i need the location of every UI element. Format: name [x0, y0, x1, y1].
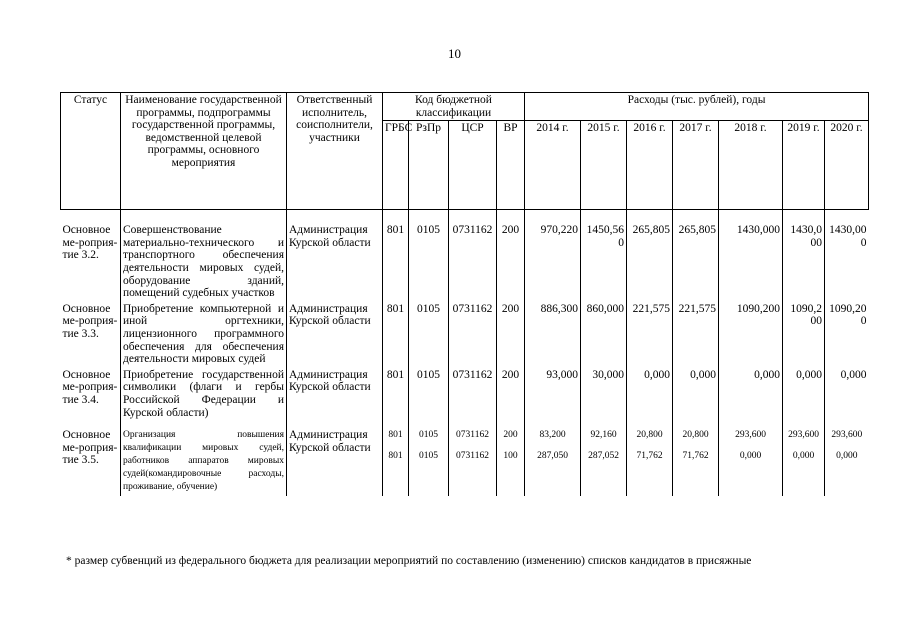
line-1-2018: 293,600 [735, 430, 766, 441]
row-rzpr: 0105 [409, 368, 449, 421]
row-vr: 200 [497, 368, 525, 421]
row-2017: 0,000 [673, 368, 719, 421]
row-executor: Администрация Курской области [287, 368, 383, 421]
row-name: Приобретение компьютерной и иной оргтехники, лицензионного программного обеспечения для обеспечения деятельности мировых судей [121, 302, 287, 368]
line-2-2017: 71,762 [682, 451, 709, 462]
row-2014: 93,000 [525, 368, 581, 421]
row-2014: 886,300 [525, 302, 581, 368]
row-csr: 0731162 [449, 368, 497, 421]
line-2-grbs: 801 [388, 451, 403, 462]
row-executor: Администрация Курской области [287, 302, 383, 368]
line-1-2020: 293,600 [831, 430, 863, 441]
row-2020 [825, 421, 869, 496]
row-csr [449, 421, 497, 496]
row-name: Приобретение государственной символики (флаги и гербы Российской Федерации и Курской области) [121, 368, 287, 421]
header-2015: 2015 г. [581, 121, 627, 210]
header-2019: 2019 г. [783, 121, 825, 210]
line-2-2015: 287,052 [588, 451, 619, 462]
header-csr: ЦСР [449, 121, 497, 210]
row-status: Основное ме-роприя-тие 3.3. [62, 302, 118, 340]
row-csr: 0731162 [449, 210, 497, 302]
line-1-2019: 293,600 [788, 430, 819, 441]
row-rzpr: 0105 [409, 210, 449, 302]
row-2020: 1090,200 [825, 302, 869, 368]
line-2-2018: 0,000 [739, 451, 762, 462]
table-row [61, 421, 869, 496]
row-executor: Администрация Курской области [287, 421, 383, 496]
header-status: Статус [61, 93, 121, 210]
row-executor: Администрация Курской области [287, 210, 383, 302]
row-2016: 221,575 [627, 302, 673, 368]
row-2016: 265,805 [627, 210, 673, 302]
header-2018: 2018 г. [719, 121, 783, 210]
line-1-rzpr: 0105 [419, 430, 438, 441]
row-2018 [719, 421, 783, 496]
line-2-2014: 287,050 [537, 451, 568, 462]
header-2017: 2017 г. [673, 121, 719, 210]
row-2014 [525, 421, 581, 496]
row-2016: 0,000 [627, 368, 673, 421]
header-name: Наименование государственной программы, подпрограммы государственной программы, ведомственной целевой программы, основного мероприятия [121, 93, 287, 210]
row-status: Основное ме-роприя-тие 3.5. [62, 429, 118, 467]
row-2018: 0,000 [719, 368, 783, 421]
header-2020: 2020 г. [825, 121, 869, 210]
row-2015: 1450,560 [581, 210, 627, 302]
header-expenses-group: Расходы (тыс. рублей), годы [525, 93, 869, 121]
header-2016: 2016 г. [627, 121, 673, 210]
row-2020: 1430,000 [825, 210, 869, 302]
row-2018: 1430,000 [719, 210, 783, 302]
table-row [61, 368, 869, 421]
row-status: Основное ме-роприя-тие 3.4. [62, 368, 118, 406]
header-code-group: Код бюджетной классификации [383, 93, 525, 121]
row-2020: 0,000 [825, 368, 869, 421]
row-2018: 1090,200 [719, 302, 783, 368]
line-1-csr: 0731162 [456, 430, 489, 441]
row-2019: 1430,000 [783, 210, 825, 302]
row-2015 [581, 421, 627, 496]
row-2017: 265,805 [673, 210, 719, 302]
line-2-2016: 71,762 [636, 451, 663, 462]
row-2017 [673, 421, 719, 496]
row-rzpr: 0105 [409, 302, 449, 368]
row-rzpr [409, 421, 449, 496]
header-vr: ВР [497, 121, 525, 210]
line-2-vr: 100 [503, 451, 518, 462]
row-2019: 1090,200 [783, 302, 825, 368]
line-1-2015: 92,160 [590, 430, 617, 441]
row-2017: 221,575 [673, 302, 719, 368]
row-2014: 970,220 [525, 210, 581, 302]
line-1-2016: 20,800 [636, 430, 663, 441]
header-2014: 2014 г. [525, 121, 581, 210]
row-vr: 200 [497, 302, 525, 368]
line-2-csr: 0731162 [456, 451, 489, 462]
header-grbs: ГРБС [383, 121, 409, 210]
row-vr: 200 [497, 210, 525, 302]
program-table [60, 92, 869, 496]
table-row [61, 210, 869, 302]
line-1-2017: 20,800 [682, 430, 709, 441]
header-row-top [61, 93, 869, 121]
row-grbs: 801 [383, 368, 409, 421]
header-rzpr: РзПр [409, 121, 449, 210]
line-1-vr: 200 [503, 430, 518, 441]
row-csr: 0731162 [449, 302, 497, 368]
row-2019 [783, 421, 825, 496]
row-name: Организация повышения квалификации мировых судей, работников аппаратов мировых судей(командировочные расходы, проживание, обучение) [121, 421, 287, 496]
footnote: * размер субвенций из федерального бюджета для реализации мероприятий по составлению (изменению) списков кандидатов в присяжные [66, 555, 752, 567]
line-2-2019: 0,000 [792, 451, 815, 462]
row-2015: 860,000 [581, 302, 627, 368]
line-2-2020: 0,000 [836, 451, 858, 462]
row-grbs [383, 421, 409, 496]
row-2016 [627, 421, 673, 496]
row-vr [497, 421, 525, 496]
line-1-grbs: 801 [388, 430, 403, 441]
header-executor: Ответственный исполнитель, соисполнители, участники [287, 93, 383, 210]
row-grbs: 801 [383, 210, 409, 302]
table-row [61, 302, 869, 368]
row-name: Совершенствование материально-технического и транспортного обеспечения деятельности мировых судей, оборудование зданий, помещений судебных участков [121, 210, 287, 302]
row-2019: 0,000 [783, 368, 825, 421]
line-1-2014: 83,200 [539, 430, 566, 441]
page-number: 10 [448, 46, 461, 61]
row-grbs: 801 [383, 302, 409, 368]
row-2015: 30,000 [581, 368, 627, 421]
line-2-rzpr: 0105 [419, 451, 438, 462]
row-status: Основное ме-роприя-тие 3.2. [62, 224, 118, 262]
